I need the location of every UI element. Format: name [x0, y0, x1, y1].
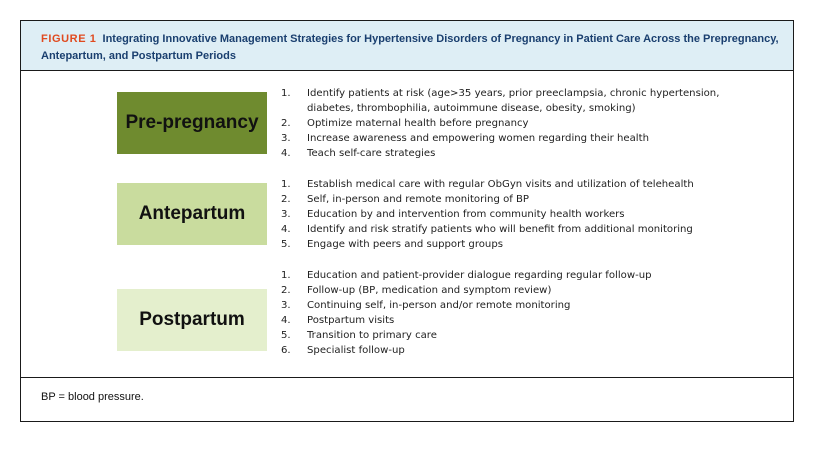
stage-label-antepartum: Antepartum [138, 203, 246, 224]
list-item: 3. Education by and intervention from community health workers [281, 209, 625, 220]
stage-items-postpartum [281, 268, 781, 358]
figure-frame [20, 20, 794, 422]
list-item: 3. Continuing self, in-person and/or remote monitoring [281, 300, 571, 311]
list-item: 1. Establish medical care with regular ObGyn visits and utilization of telehealth [281, 179, 694, 190]
figure-header [21, 21, 793, 71]
stage-items-pre-pregnancy [281, 86, 731, 161]
stage-label-pre-pregnancy: Pre-pregnancy [125, 112, 259, 133]
stage-box-postpartum [117, 289, 267, 351]
footnote-divider [21, 377, 793, 378]
figure-title: Integrating Innovative Management Strategies for Hypertensive Disorders of Pregnancy in Patient Care Across the Prepregnancy, Antepartum, and Postpartum Periods [41, 33, 779, 62]
list-item: 4. Identify and risk stratify patients who will benefit from additional monitoring [281, 224, 693, 235]
stage-items-antepartum [281, 177, 781, 252]
list-item: 1. Education and patient-provider dialogue regarding regular follow-up [281, 270, 652, 281]
list-item: 1. Identify patients at risk (age>35 years, prior preeclampsia, chronic hypertension, diabetes, thrombophilia, autoimmune disease, obesity, smoking) [281, 88, 720, 114]
list-item: 2. Self, in-person and remote monitoring of BP [281, 194, 530, 205]
list-item: 4. Teach self-care strategies [281, 148, 436, 159]
list-item: 4. Postpartum visits [281, 315, 395, 326]
list-item: 3. Increase awareness and empowering women regarding their health [281, 133, 649, 144]
figure-title-line [41, 31, 781, 65]
list-item: 2. Follow-up (BP, medication and symptom review) [281, 285, 552, 296]
list-item: 2. Optimize maternal health before pregnancy [281, 118, 529, 129]
stage-box-antepartum [117, 183, 267, 245]
footnote: BP = blood pressure. [41, 391, 144, 403]
stage-box-pre-pregnancy [117, 92, 267, 154]
figure-label: FIGURE 1 [41, 33, 97, 45]
stage-label-postpartum: Postpartum [139, 309, 245, 330]
list-item: 5. Engage with peers and support groups [281, 239, 503, 250]
list-item: 6. Specialist follow-up [281, 345, 405, 356]
list-item: 5. Transition to primary care [281, 330, 437, 341]
